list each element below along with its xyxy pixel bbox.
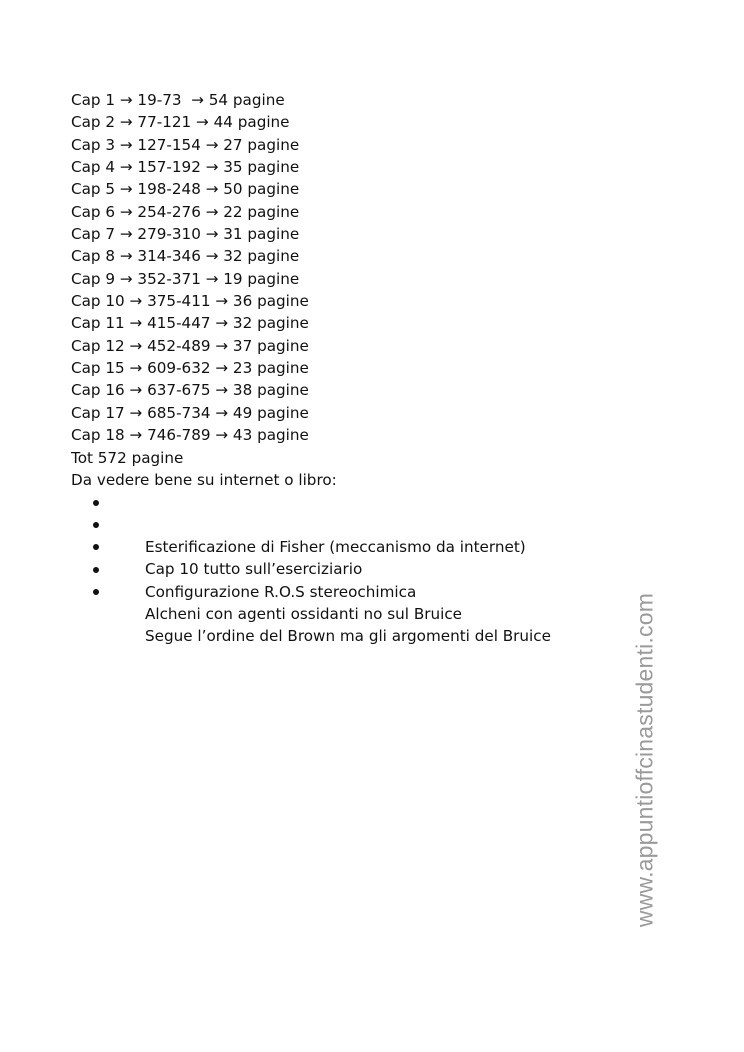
note-text: Configurazione R.O.S stereochimica <box>144 582 417 601</box>
chapter-line: Cap 7 → 279-310 → 31 pagine <box>71 225 300 244</box>
note-text: Segue l’ordine del Brown ma gli argomenti del Bruice <box>144 627 551 646</box>
watermark: www.appuntioffcinastudenti.com <box>631 592 658 928</box>
chapter-line: Cap 10 → 375-411 → 36 pagine <box>71 292 309 311</box>
total-line: Tot 572 pagine <box>71 448 184 467</box>
chapter-line: Cap 2 → 77-121 → 44 pagine <box>71 113 290 132</box>
note-text: Esterificazione di Fisher (meccanismo da internet) <box>144 537 526 556</box>
bullet-icon <box>93 567 99 573</box>
note-text: Alcheni con agenti ossidanti no sul Bruice <box>144 604 463 623</box>
chapter-line: Cap 3 → 127-154 → 27 pagine <box>71 135 300 154</box>
list-item <box>71 491 611 556</box>
chapter-line: Cap 4 → 157-192 → 35 pagine <box>71 158 300 177</box>
chapter-line: Cap 17 → 685-734 → 49 pagine <box>71 403 309 422</box>
chapter-line: Cap 11 → 415-447 → 32 pagine <box>71 314 309 333</box>
chapter-line: Cap 15 → 609-632 → 23 pagine <box>71 359 309 378</box>
bullet-icon <box>93 522 99 528</box>
chapter-line: Cap 16 → 637-675 → 38 pagine <box>71 381 309 400</box>
notes-heading: Da vedere bene su internet o libro: <box>71 470 337 489</box>
chapter-list <box>71 89 611 447</box>
bullet-icon <box>93 544 99 550</box>
chapter-line: Cap 6 → 254-276 → 22 pagine <box>71 202 300 221</box>
chapter-line: Cap 9 → 352-371 → 19 pagine <box>71 269 300 288</box>
chapter-line: Cap 5 → 198-248 → 50 pagine <box>71 180 300 199</box>
chapter-line: Cap 8 → 314-346 → 32 pagine <box>71 247 300 266</box>
note-text: Cap 10 tutto sull’eserciziario <box>144 560 363 579</box>
document-body <box>71 89 611 646</box>
chapter-line: Cap 18 → 746-789 → 43 pagine <box>71 426 309 445</box>
notes-list <box>71 491 611 646</box>
bullet-icon <box>93 500 99 506</box>
chapter-line: Cap 1 → 19-73 → 54 pagine <box>71 91 285 109</box>
bullet-icon <box>93 589 99 595</box>
chapter-line: Cap 12 → 452-489 → 37 pagine <box>71 336 309 355</box>
